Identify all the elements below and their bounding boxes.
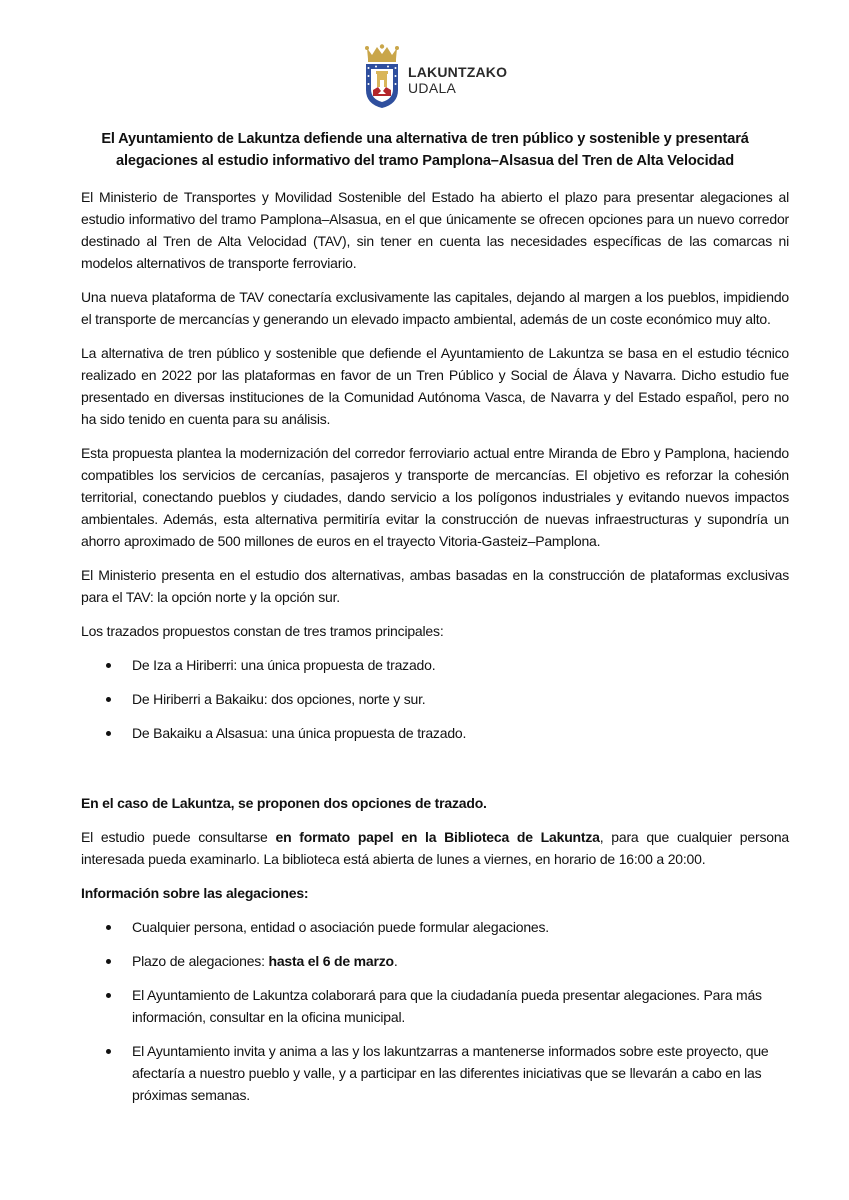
document-body xyxy=(81,186,789,1118)
coat-of-arms-icon xyxy=(364,44,400,110)
list-item xyxy=(81,688,789,710)
consulta-emphasis: en formato papel en la Biblioteca de Lakuntza xyxy=(275,829,600,845)
list-item-text-end: . xyxy=(393,953,398,969)
paragraph-trazados-intro: Los trazados propuestos constan de tres tramos principales: xyxy=(81,623,444,639)
list-item-emphasis: hasta el 6 de marzo xyxy=(268,953,394,969)
list-item-text: Plazo de alegaciones: xyxy=(132,953,269,969)
list-item-text: Cualquier persona, entidad o asociación puede formular alegaciones. xyxy=(132,919,549,935)
list-item-text: De Iza a Hiriberri: una única propuesta de trazado. xyxy=(132,657,436,673)
bullet-icon xyxy=(106,925,111,930)
lakuntza-heading: En el caso de Lakuntza, se proponen dos opciones de trazado. xyxy=(81,795,487,811)
list-item xyxy=(81,916,789,938)
logo-name: LAKUNTZAKO xyxy=(408,64,508,80)
alegaciones-heading: Información sobre las alegaciones: xyxy=(81,885,309,901)
municipality-logo xyxy=(364,44,507,110)
spacer xyxy=(81,756,789,792)
consulta-text: El estudio puede consultarse xyxy=(81,829,276,845)
paragraph-consulta xyxy=(81,826,789,870)
paragraph-propuesta: Esta propuesta plantea la modernización del corredor ferroviario actual entre Miranda de Ebro y Pamplona, haciendo compatibles los servicios de cercanías, pasajeros y transporte de mercancías. El objetivo es reforzar la cohesión territorial, conectando pueblos y ciudades, dando servicio a los polígonos industriales y evitando nuevos impactos ambientales. Además, esta alternativa permitiría evitar la construcción de nuevas infraestructuras y supondría un ahorro aproximado de 500 millones de euros en el trayecto Vitoria-Gasteiz–Pamplona. xyxy=(81,445,789,549)
list-item xyxy=(81,654,789,676)
bullet-icon xyxy=(106,697,111,702)
list-item xyxy=(81,1040,789,1106)
list-item xyxy=(81,722,789,744)
tramos-list xyxy=(81,654,789,744)
bullet-icon xyxy=(106,993,111,998)
paragraph-plazo: El Ministerio de Transportes y Movilidad Sostenible del Estado ha abierto el plazo para presentar alegaciones al estudio informativo del tramo Pamplona–Alsasua, en el que únicamente se ofrecen opciones para un nuevo corredor destinado al Tren de Alta Velocidad (TAV), sin tener en cuenta las necesidades específicas de las comarcas ni modelos alternativos de transporte ferroviario. xyxy=(81,189,789,271)
list-item-text: De Bakaiku a Alsasua: una única propuesta de trazado. xyxy=(132,725,467,741)
paragraph-ministerio: El Ministerio presenta en el estudio dos alternativas, ambas basadas en la construcción de plataformas exclusivas para el TAV: la opción norte y la opción sur. xyxy=(81,567,789,605)
bullet-icon xyxy=(106,663,111,668)
bullet-icon xyxy=(106,1049,111,1054)
list-item xyxy=(81,984,789,1028)
bullet-icon xyxy=(106,731,111,736)
bullet-icon xyxy=(106,959,111,964)
list-item-text: El Ayuntamiento de Lakuntza colaborará para que la ciudadanía pueda presentar alegaciones. Para más información, consultar en la oficina municipal. xyxy=(132,987,762,1025)
logo-text xyxy=(408,64,507,96)
paragraph-alternativa: La alternativa de tren público y sostenible que defiende el Ayuntamiento de Lakuntza se basa en el estudio técnico realizado en 2022 por las plataformas en favor de un Tren Público y Social de Álava y Navarra. Dicho estudio fue presentado en diversas instituciones de la Comunidad Autónoma Vasca, de Navarra y del Estado español, pero no ha sido tenido en cuenta para su análisis. xyxy=(81,345,789,427)
alegaciones-list xyxy=(81,916,789,1106)
logo-subtitle: UDALA xyxy=(408,80,457,96)
list-item xyxy=(81,950,789,972)
list-item-text: El Ayuntamiento invita y anima a las y los lakuntzarras a mantenerse informados sobre este proyecto, que afectaría a nuestro pueblo y valle, y a participar en las diferentes iniciativas que se llevarán a cabo en las próximas semanas. xyxy=(132,1043,769,1103)
document-title: El Ayuntamiento de Lakuntza defiende una alternativa de tren público y sostenible y presentará alegaciones al estudio informativo del tramo Pamplona–Alsasua del Tren de Alta Velocidad xyxy=(101,131,749,169)
paragraph-plataforma: Una nueva plataforma de TAV conectaría exclusivamente las capitales, dejando al margen a los pueblos, impidiendo el transporte de mercancías y generando un elevado impacto ambiental, además de un coste económico muy alto. xyxy=(81,289,789,327)
consulta-text-end: , para que cualquier persona interesada pueda examinarlo. La biblioteca está abierta de lunes a viernes, en horario de 16:00 a 20:00. xyxy=(81,829,789,867)
list-item-text: De Hiriberri a Bakaiku: dos opciones, norte y sur. xyxy=(132,691,426,707)
